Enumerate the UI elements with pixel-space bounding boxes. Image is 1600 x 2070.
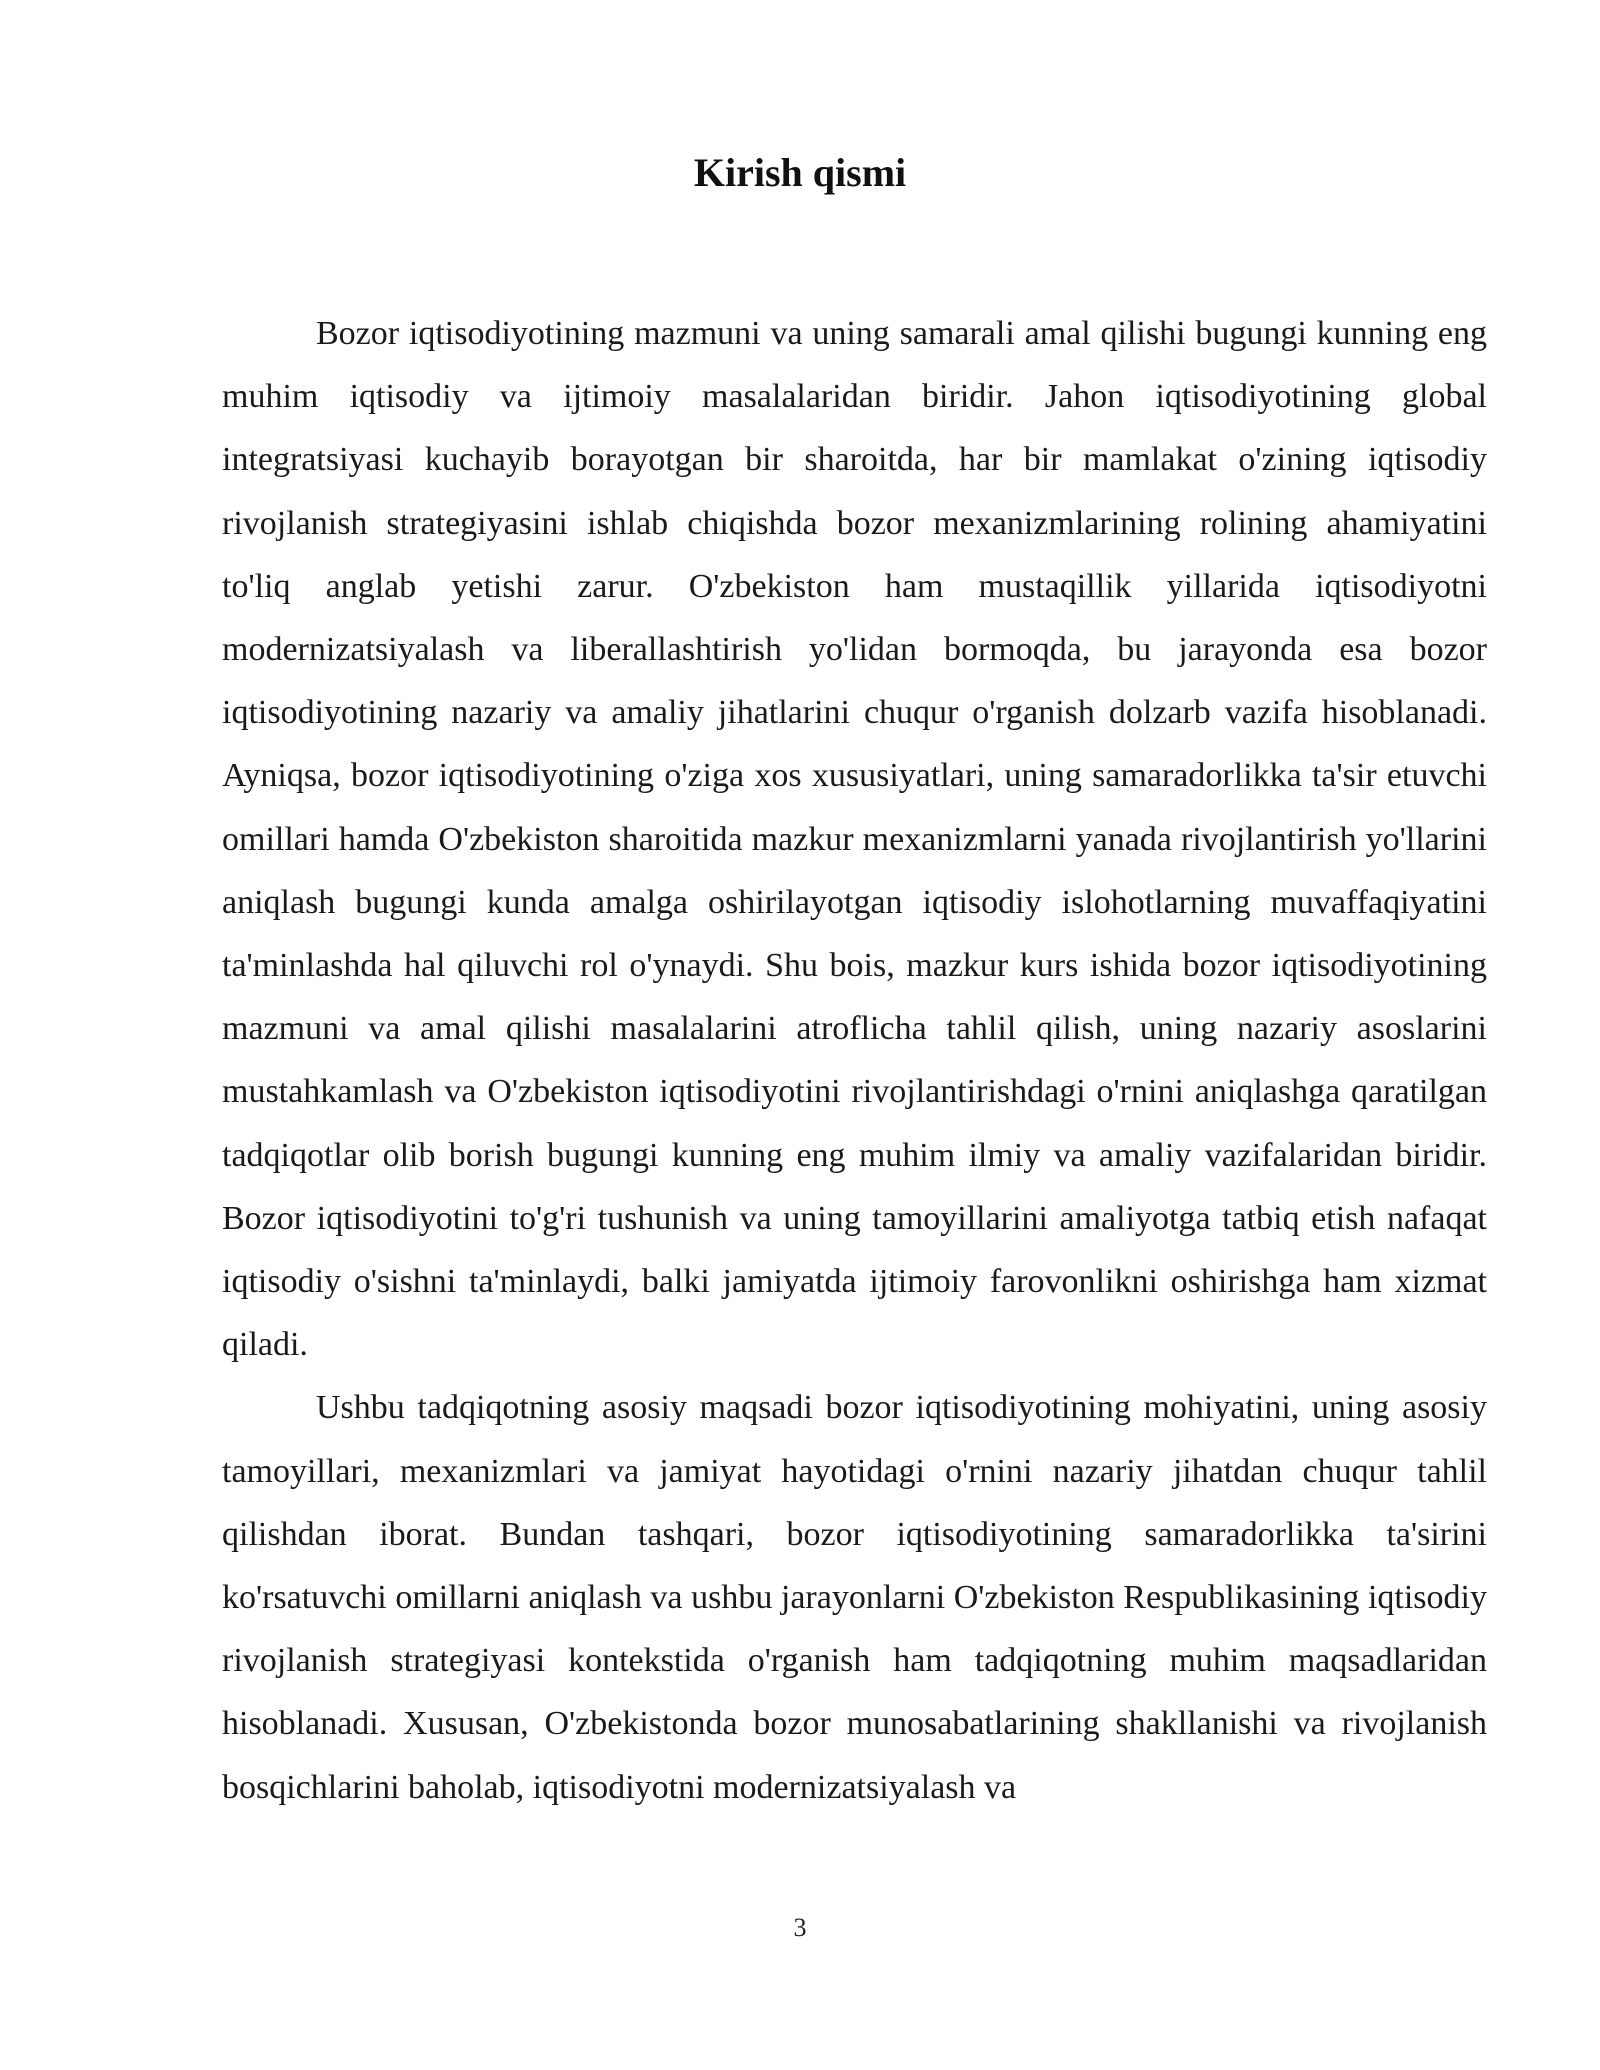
body-text (222, 302, 1487, 1819)
section-title: Kirish qismi (693, 150, 907, 195)
paragraph-1: Bozor iqtisodiyotining mazmuni va uning samarali amal qilishi bugungi kunning eng muhim iqtisodiy va ijtimoiy masalalaridan biridir. Jahon iqtisodiyotining global integratsiyasi kuchayib borayotgan bir sharoitda, har bir mamlakat o'zining iqtisodiy rivojlanish strategiyasini ishlab chiqishda bozor mexanizmlarining rolining ahamiyatini to'liq anglab yetishi zarur. O'zbekiston ham mustaqillik yillarida iqtisodiyotni modernizatsiyalash va liberallashtirish yo'lidan bormoqda, bu jarayonda esa bozor iqtisodiyotining nazariy va amaliy jihatlarini chuqur o'rganish dolzarb vazifa hisoblanadi. Ayniqsa, bozor iqtisodiyotining o'ziga xos xususiyatlari, uning samaradorlikka ta'sir etuvchi omillari hamda O'zbekiston sharoitida mazkur mexanizmlarni yanada rivojlantirish yo'llarini aniqlash bugungi kunda amalga oshirilayotgan iqtisodiy islohotlarning muvaffaqiyatini ta'minlashda hal qiluvchi rol o'ynaydi. Shu bois, mazkur kurs ishida bozor iqtisodiyotining mazmuni va amal qilishi masalalarini atroflicha tahlil qilish, uning nazariy asoslarini mustahkamlash va O'zbekiston iqtisodiyotini rivojlantirishdagi o'rnini aniqlashga qaratilgan tadqiqotlar olib borish bugungi kunning eng muhim ilmiy va amaliy vazifalaridan biridir. Bozor iqtisodiyotini to'g'ri tushunish va uning tamoyillarini amaliyotga tatbiq etish nafaqat iqtisodiy o'sishni ta'minlaydi, balki jamiyatda ijtimoiy farovonlikni oshirishga ham xizmat qiladi. (222, 315, 1487, 1364)
page-number: 3 (793, 1913, 807, 1942)
paragraph-2: Ushbu tadqiqotning asosiy maqsadi bozor iqtisodiyotining mohiyatini, uning asosiy tamoyillari, mexanizmlari va jamiyat hayotidagi o'rnini nazariy jihatdan chuqur tahlil qilishdan iborat. Bundan tashqari, bozor iqtisodiyotining samaradorlikka ta'sirini ko'rsatuvchi omillarni aniqlash va ushbu jarayonlarni O'zbekiston Respublikasining iqtisodiy rivojlanish strategiyasi kontekstida o'rganish ham tadqiqotning muhim maqsadlaridan hisoblanadi. Xususan, O'zbekistonda bozor munosabatlarining shakllanishi va rivojlanish bosqichlarini baholab, iqtisodiyotni modernizatsiyalash va (222, 1389, 1487, 1806)
